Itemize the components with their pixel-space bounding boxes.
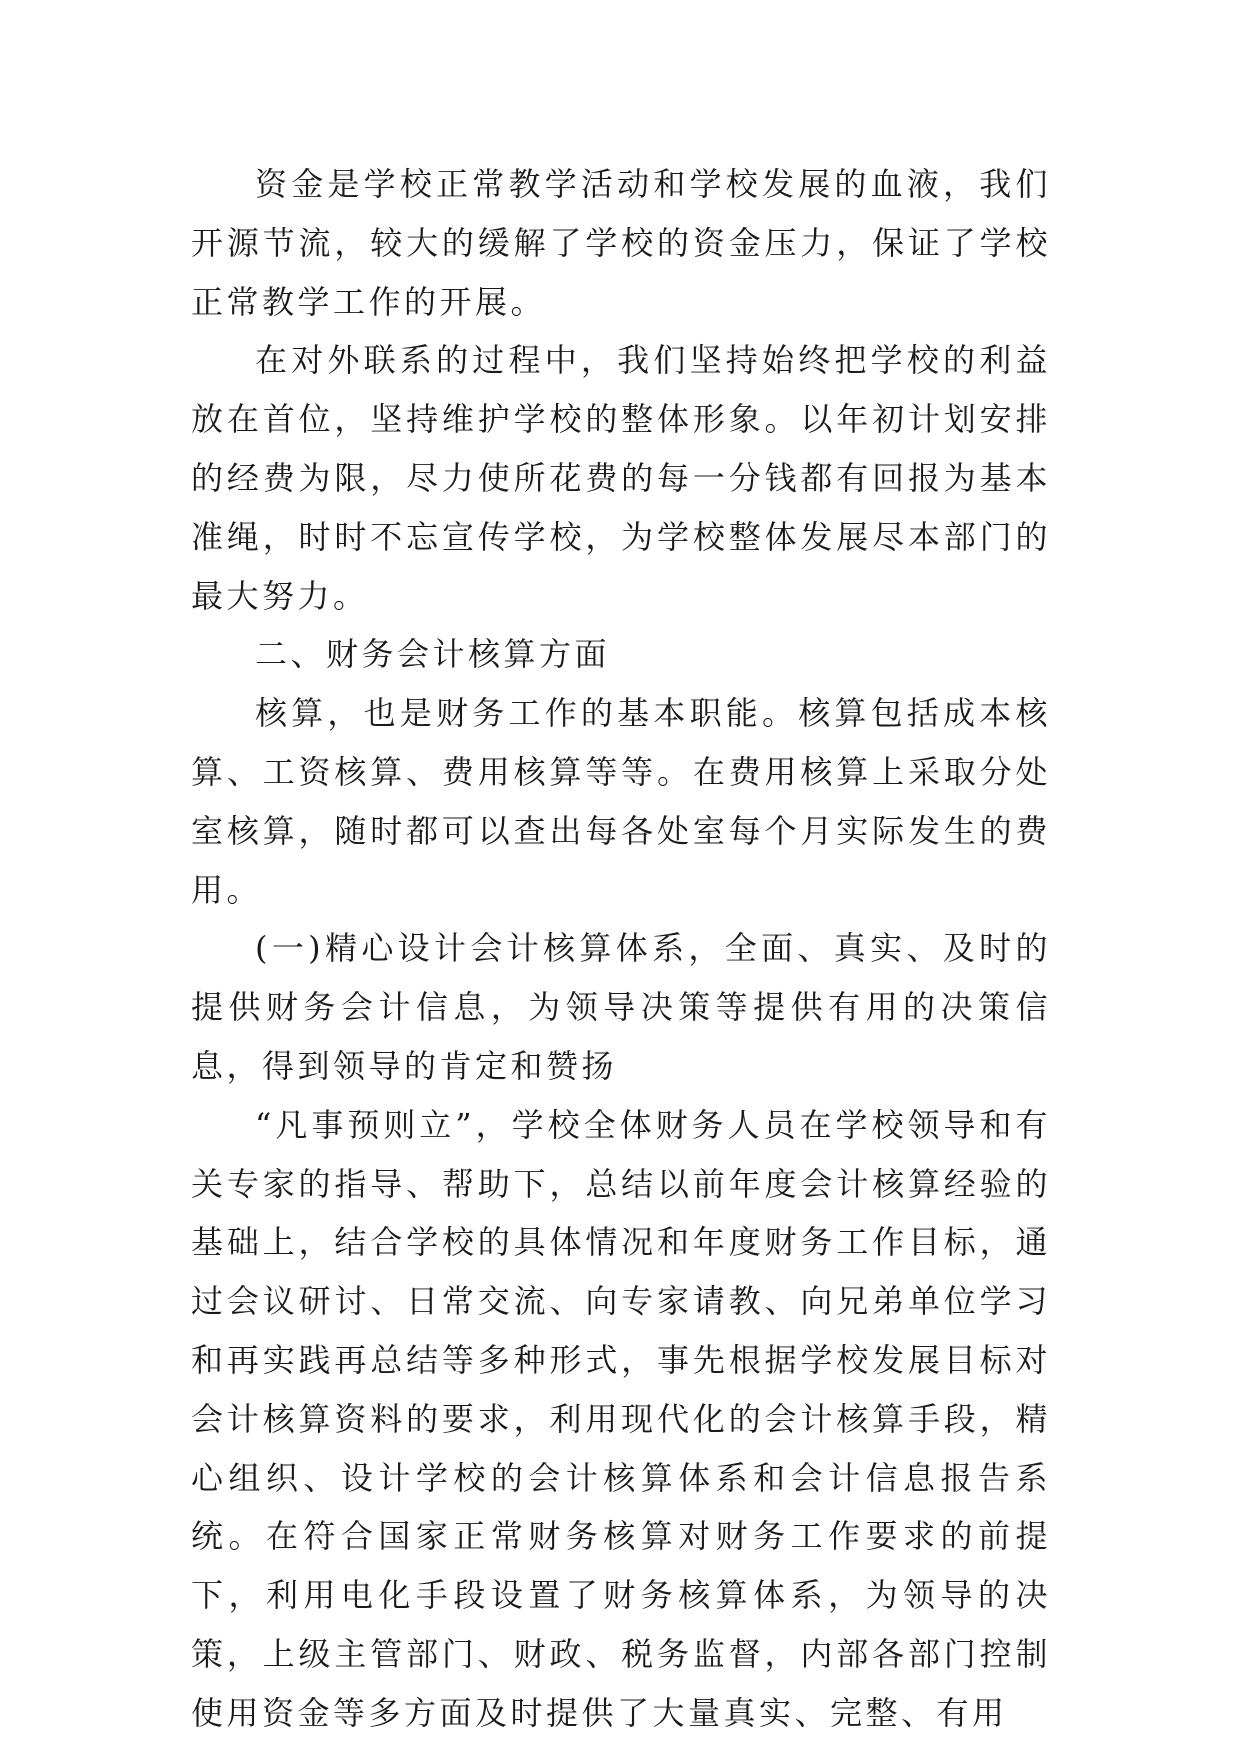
- paragraph-accounting-function: 核算，也是财务工作的基本职能。核算包括成本核算、工资核算、费用核算等等。在费用核算上采取分处室核算，随时都可以查出每各处室每个月实际发生的费用。: [191, 694, 1051, 909]
- paragraph-external-relations: 在对外联系的过程中，我们坚持始终把学校的利益放在首位，坚持维护学校的整体形象。以年初计划安排的经费为限，尽力使所花费的每一分钱都有回报为基本准绳，时时不忘宣传学校，为学校整体发展尽本部门的最大努力。: [191, 341, 1051, 615]
- section-heading-accounting: 二、财务会计核算方面: [255, 635, 611, 674]
- subheading-accounting-system: (一)精心设计会计核算体系，全面、真实、及时的提供财务会计信息，为领导决策等提供有用的决策信息，得到领导的肯定和赞扬: [191, 929, 1051, 1085]
- document-body: [191, 155, 1051, 1743]
- paragraph-funding: 资金是学校正常教学活动和学校发展的血液，我们开源节流，较大的缓解了学校的资金压力，保证了学校正常教学工作的开展。: [191, 165, 1051, 321]
- paragraph-accounting-design: “凡事预则立”，学校全体财务人员在学校领导和有关专家的指导、帮助下，总结以前年度会计核算经验的基础上，结合学校的具体情况和年度财务工作目标，通过会议研讨、日常交流、向专家请教、向兄弟单位学习和再实践再总结等多种形式，事先根据学校发展目标对会计核算资料的要求，利用现代化的会计核算手段，精心组织、设计学校的会计核算体系和会计信息报告系统。在符合国家正常财务核算对财务工作要求的前提下，利用电化手段设置了财务核算体系，为领导的决策，上级主管部门、财政、税务监督，内部各部门控制使用资金等多方面及时提供了大量真实、完整、有用: [191, 1105, 1051, 1732]
